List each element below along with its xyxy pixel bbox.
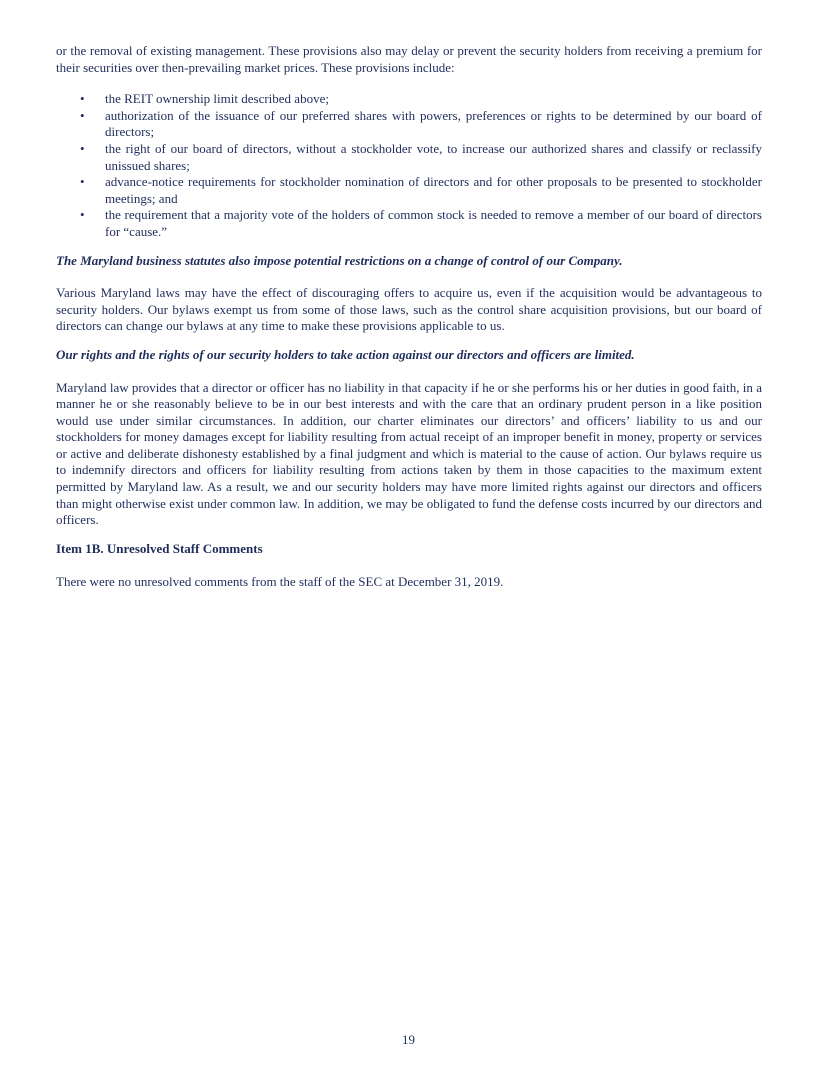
list-item-text: the REIT ownership limit described above;: [105, 91, 329, 107]
page-number: 19: [402, 1032, 415, 1047]
director-liability-paragraph: Maryland law provides that a director or officer has no liability in that capacity if he or she performs his or her duties in good faith, in a manner he or she reasonably believe to be in our best interests and with the care that an ordinary prudent person in a like position would use under similar circumstances. In addition, our charter eliminates our directors’ and officers’ liability to us and our stockholders for money damages except for liability resulting from actual receipt of an improper benefit in money, property or services or active and deliberate dishonesty established by a final judgment and which is material to the cause of action. Our bylaws require us to indemnify directors and officers for liability resulting from actions taken by them in those capacities to the maximum extent permitted by Maryland law. As a result, we and our security holders may have more limited rights against our directors and officers than might otherwise exist under common law. In addition, we may be obligated to fund the defense costs incurred by our directors and officers.: [56, 379, 762, 528]
item-1b-heading: Item 1B. Unresolved Staff Comments: [56, 540, 263, 556]
list-item-text: the right of our board of directors, without a stockholder vote, to increase our authorized shares and classify or reclassify unissued shares;: [105, 140, 762, 173]
list-item: [56, 174, 762, 207]
intro-paragraph: or the removal of existing management. These provisions also may delay or prevent the security holders from receiving a premium for their securities over then-prevailing market prices. These provisions include:: [56, 43, 762, 75]
bullet-icon: •: [80, 174, 85, 190]
list-item: [56, 91, 762, 108]
bullet-icon: •: [80, 140, 85, 156]
maryland-statutes-heading: The Maryland business statutes also impose potential restrictions on a change of control of our Company.: [56, 252, 623, 268]
provisions-list: [56, 91, 762, 240]
document-page: [56, 43, 762, 591]
bullet-icon: •: [80, 91, 85, 107]
bullet-icon: •: [80, 107, 85, 123]
list-item-text: advance-notice requirements for stockholder nomination of directors and for other proposals to be presented to stockholder meetings; and: [105, 174, 762, 206]
item-1b-paragraph: There were no unresolved comments from the staff of the SEC at December 31, 2019.: [56, 574, 504, 590]
director-liability-heading: Our rights and the rights of our security holders to take action against our directors and officers are limited.: [56, 346, 635, 362]
list-item: [56, 141, 762, 174]
list-item-text: authorization of the issuance of our preferred shares with powers, preferences or rights to be determined by our board of directors;: [105, 107, 762, 140]
bullet-icon: •: [80, 207, 85, 223]
list-item-text: the requirement that a majority vote of the holders of common stock is needed to remove a member of our board of directors for “cause.”: [105, 207, 762, 239]
maryland-statutes-paragraph: Various Maryland laws may have the effect of discouraging offers to acquire us, even if the acquisition would be advantageous to security holders. Our bylaws exempt us from some of those laws, such as the control share acquisition provisions, but our board of directors can change our bylaws at any time to make these provisions applicable to us.: [56, 285, 762, 334]
list-item: [56, 207, 762, 240]
list-item: [56, 108, 762, 141]
